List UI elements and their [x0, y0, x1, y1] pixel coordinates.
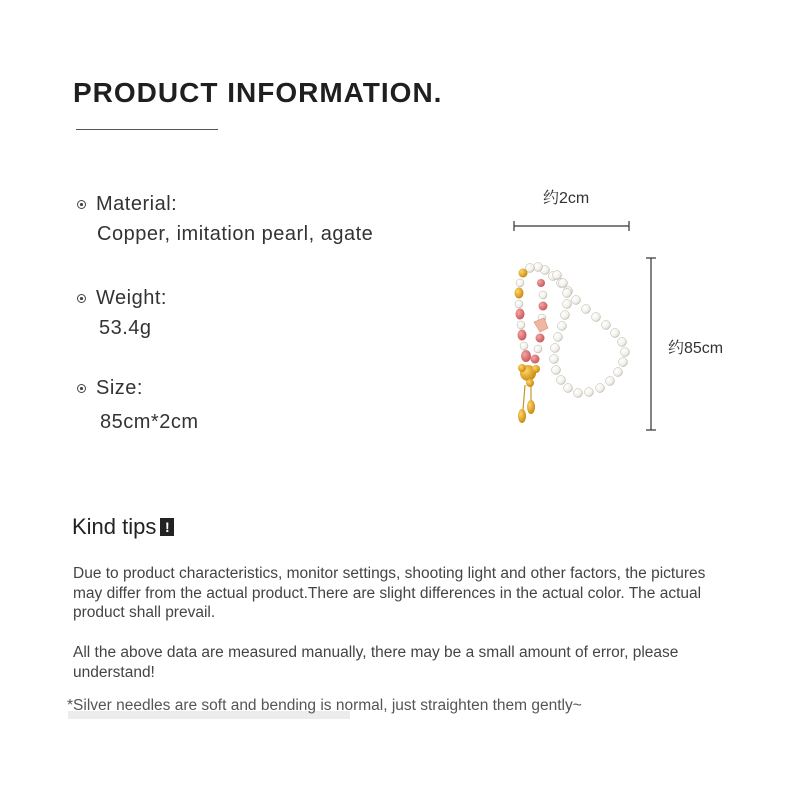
spec-size-label: Size: — [96, 377, 143, 399]
kind-tips-heading — [72, 514, 174, 540]
exclamation-icon: ! — [160, 518, 174, 536]
spec-weight-label: Weight: — [96, 287, 167, 309]
tips-paragraph-2: All the above data are measured manually, there may be a small amount of error, please understand! — [73, 644, 679, 681]
page-title: PRODUCT INFORMATION. — [73, 77, 443, 108]
spec-weight-value: 53.4g — [99, 317, 152, 339]
tips-note: *Silver needles are soft and bending is normal, just straighten them gently~ — [67, 697, 582, 714]
spec-material-value: Copper, imitation pearl, agate — [97, 223, 374, 245]
spec-material-label: Material: — [96, 193, 178, 215]
tips-paragraph-1: Due to product characteristics, monitor settings, shooting light and other factors, the pictures may differ from the actual product.There are slight differences in the actual color. The actual product shall prevail. — [73, 565, 706, 621]
width-dimension-label: 约2cm — [543, 190, 590, 207]
kind-tips-label: Kind tips — [72, 514, 157, 539]
height-dimension-label: 约85cm — [668, 340, 724, 357]
spec-size-value: 85cm*2cm — [100, 411, 199, 433]
